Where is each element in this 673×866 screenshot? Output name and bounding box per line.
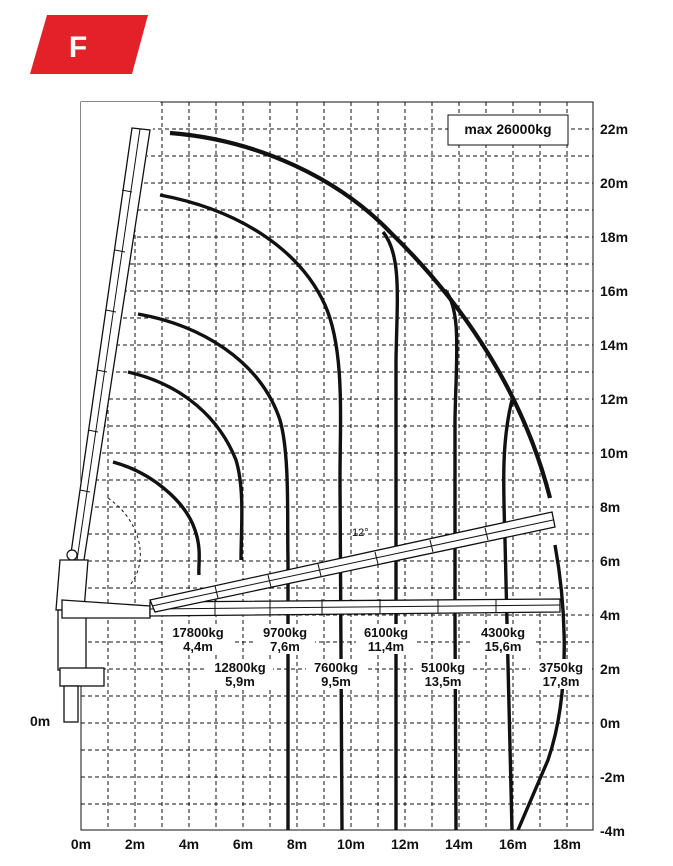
capacity-load: 5100kg bbox=[420, 660, 466, 675]
left-zero-label: 0m bbox=[30, 713, 51, 729]
capacity-reach: 15,6m bbox=[484, 639, 522, 654]
capacity-reach: 5,9m bbox=[225, 674, 255, 689]
boom-angle-label: 12° bbox=[352, 527, 369, 539]
x-axis-labels bbox=[71, 836, 581, 852]
curve-13-5m bbox=[445, 290, 457, 830]
x-tick: 0m bbox=[70, 836, 92, 852]
max-load-label: max 26000kg bbox=[464, 121, 552, 137]
curve-11-4m bbox=[383, 232, 397, 830]
x-tick: 12m bbox=[390, 836, 420, 852]
y-tick: 16m bbox=[600, 283, 629, 299]
y-tick: 12m bbox=[600, 391, 629, 407]
curve-4-4m bbox=[113, 462, 199, 575]
x-tick: 14m bbox=[444, 836, 474, 852]
curve-5-9m bbox=[128, 372, 242, 560]
y-tick: 10m bbox=[600, 445, 629, 461]
badge-parallelogram bbox=[30, 15, 148, 74]
crane-horizontal-boom bbox=[62, 512, 560, 618]
capacity-load: 3750kg bbox=[538, 660, 584, 675]
y-tick: 8m bbox=[600, 499, 621, 515]
capacity-reach: 13,5m bbox=[424, 674, 462, 689]
capacity-load: 9700kg bbox=[262, 625, 308, 640]
y-axis-labels bbox=[600, 121, 628, 839]
model-badge bbox=[30, 15, 148, 74]
capacity-reach: 9,5m bbox=[321, 674, 351, 689]
x-tick: 4m bbox=[178, 836, 200, 852]
y-tick: 4m bbox=[600, 607, 621, 623]
capacity-reach: 7,6m bbox=[270, 639, 300, 654]
x-tick: 16m bbox=[498, 836, 528, 852]
y-tick: 0m bbox=[600, 715, 621, 731]
grid bbox=[81, 102, 593, 830]
y-tick: 22m bbox=[600, 121, 629, 137]
capacity-load: 6100kg bbox=[363, 625, 409, 640]
grid-frame bbox=[81, 102, 593, 830]
capacity-load: 17800kg bbox=[172, 625, 224, 640]
x-tick: 6m bbox=[232, 836, 254, 852]
y-tick: -2m bbox=[600, 769, 625, 785]
capacity-reach: 4,4m bbox=[183, 639, 213, 654]
x-tick: 10m bbox=[336, 836, 366, 852]
capacity-load: 12800kg bbox=[214, 660, 266, 675]
capacity-reach: 11,4m bbox=[367, 639, 405, 654]
y-tick: 2m bbox=[600, 661, 621, 677]
y-tick: -4m bbox=[600, 823, 625, 839]
capacity-load: 4300kg bbox=[480, 625, 526, 640]
badge-letter: F bbox=[68, 31, 88, 64]
y-tick: 14m bbox=[600, 337, 629, 353]
y-tick: 6m bbox=[600, 553, 621, 569]
x-tick: 2m bbox=[124, 836, 146, 852]
capacity-reach: 17,8m bbox=[542, 674, 580, 689]
x-tick: 18m bbox=[552, 836, 582, 852]
y-tick: 20m bbox=[600, 175, 629, 191]
y-tick: 18m bbox=[600, 229, 629, 245]
capacity-load: 7600kg bbox=[313, 660, 359, 675]
x-tick: 8m bbox=[286, 836, 308, 852]
curve-7-6m bbox=[138, 314, 288, 830]
load-curves bbox=[113, 133, 564, 830]
